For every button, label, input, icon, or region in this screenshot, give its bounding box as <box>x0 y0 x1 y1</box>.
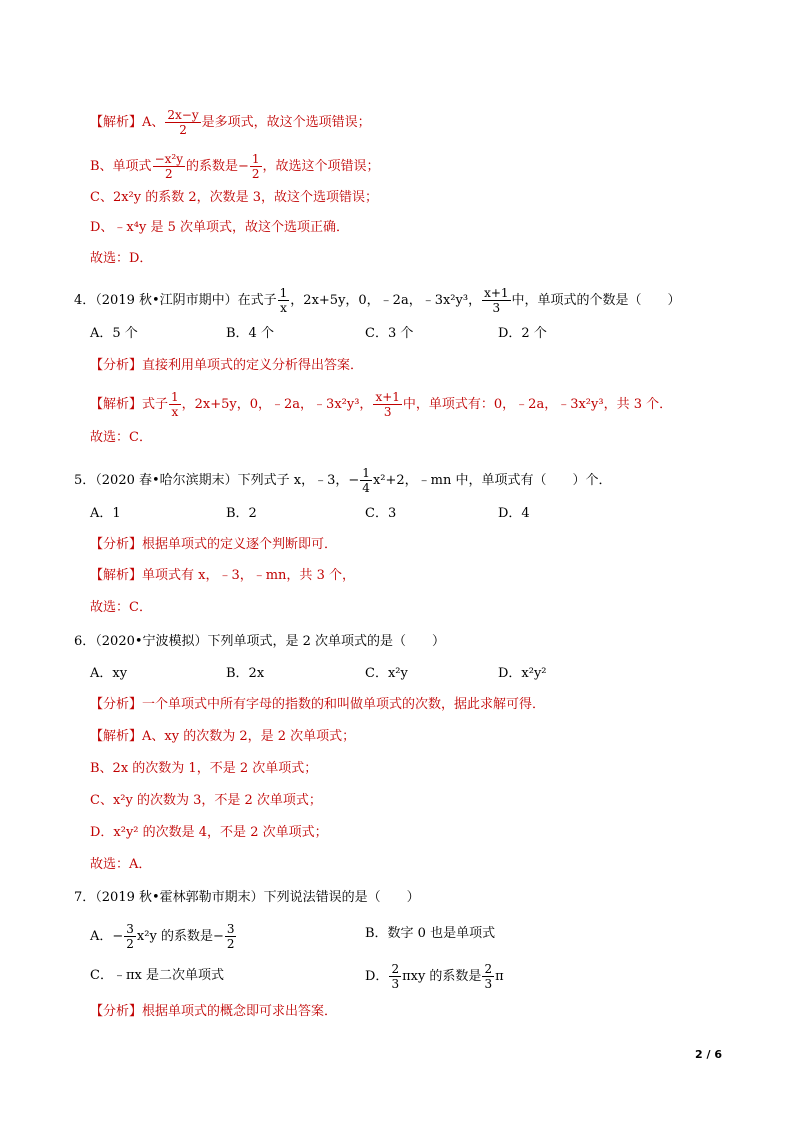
fraction: $\frac{3}{2}$ <box>126 922 134 951</box>
option-c: C．3 个 <box>365 326 414 341</box>
fraction: $\frac{1}{x}$ <box>171 390 179 419</box>
fraction: $\frac{1}{2}$ <box>251 152 260 181</box>
answer-line: 故选：D． <box>90 251 153 266</box>
option-c: C．x²y <box>365 666 408 681</box>
solution-line: B、2x 的次数为 1，不是 2 次单项式； <box>90 761 318 776</box>
fraction: $\frac{3}{2}$ <box>226 922 235 951</box>
option-d: D．2 个 <box>498 326 547 341</box>
solution-line: 【解析】A、 $\frac{2x-y}{2}$ 是多项式，故这个选项错误； <box>90 108 371 137</box>
solution-line: 【解析】单项式有 x，﹣3，﹣mn，共 3 个， <box>90 568 355 583</box>
option-d: D． $\frac{2}{3}$ πxy 的系数是 $\frac{2}{3}$ π <box>365 962 504 991</box>
solution-line: 【解析】A、xy 的次数为 2，是 2 次单项式； <box>90 729 356 744</box>
solution-line: B、单项式 $\frac{\text{−x²y}}{2}$ 的系数是− $\frac{1}{2}$ ，故选这个项错误； <box>90 152 380 181</box>
option-c: C．﹣πx 是二次单项式 <box>90 968 224 983</box>
answer-line: 故选：C． <box>90 600 152 615</box>
page-number: 2 / 6 <box>695 1048 722 1061</box>
fraction: $\frac{x+1}{3}$ <box>375 390 400 419</box>
answer-line: 故选：A． <box>90 857 152 872</box>
question-6-stem: 6．（2020•宁波模拟）下列单项式，是 2 次单项式的是（ ） <box>74 634 446 649</box>
solution-line: C、x²y 的次数为 3，不是 2 次单项式； <box>90 793 322 808</box>
fraction: $\frac{x+1}{3}$ <box>484 286 509 315</box>
solution-line: D、﹣x⁴y 是 5 次单项式，故这个选项正确． <box>90 220 349 235</box>
analysis-line: 【分析】一个单项式中所有字母的指数的和叫做单项式的次数，据此求解可得． <box>90 697 546 712</box>
fraction: $\frac{1}{x}$ <box>279 286 288 315</box>
question-5-stem: 5．（2020 春•哈尔滨期末）下列式子 x，﹣3，− $\frac{1}{4}$ x²+2，﹣mn 中，单项式有（ ）个． <box>74 466 612 495</box>
analysis-line: 【分析】根据单项式的概念即可求出答案． <box>90 1004 338 1019</box>
question-4-stem: 4．（2019 秋•江阴市期中）在式子 $\frac{1}{x}$ ，2x+5y，0，﹣2a，﹣3x²y³， $\frac{x+1}{3}$ 中，单项式的个数是（ ） <box>74 286 681 315</box>
solution-line: D．x²y² 的次数是 4，不是 2 次单项式； <box>90 825 328 840</box>
option-a: A．− $\frac{3}{2}$ x²y 的系数是− $\frac{3}{2}$ <box>90 922 235 951</box>
option-b: B．数字 0 也是单项式 <box>365 926 496 941</box>
fraction: $\frac{2x-y}{2}$ <box>167 108 199 137</box>
option-b: B．2x <box>226 666 265 681</box>
option-c: C．3 <box>365 506 397 521</box>
fraction: $\frac{2}{3}$ <box>484 962 493 991</box>
analysis-line: 【分析】直接利用单项式的定义分析得出答案． <box>90 358 364 373</box>
fraction: $\frac{\text{−x²y}}{2}$ <box>154 152 183 181</box>
option-a: A．xy <box>90 666 128 681</box>
option-d: D．x²y² <box>498 666 547 681</box>
solution-line: C、2x²y 的系数 2，次数是 3，故这个选项错误； <box>90 190 379 205</box>
fraction: $\frac{1}{4}$ <box>362 466 370 495</box>
fraction: $\frac{2}{3}$ <box>391 962 400 991</box>
option-a: A．1 <box>90 506 121 521</box>
answer-line: 故选：C． <box>90 430 152 445</box>
option-d: D．4 <box>498 506 530 521</box>
question-7-stem: 7．（2019 秋•霍林郭勒市期末）下列说法错误的是（ ） <box>74 890 420 905</box>
option-a: A．5 个 <box>90 326 138 341</box>
option-b: B．2 <box>226 506 257 521</box>
option-b: B．4 个 <box>226 326 274 341</box>
analysis-line: 【分析】根据单项式的定义逐个判断即可． <box>90 537 338 552</box>
solution-line: 【解析】式子 $\frac{1}{x}$ ，2x+5y，0，﹣2a，﹣3x²y³， $\frac{x+1}{3}$ 中，单项式有：0，﹣2a，﹣3x²y³，共 3 个． <box>90 390 673 419</box>
